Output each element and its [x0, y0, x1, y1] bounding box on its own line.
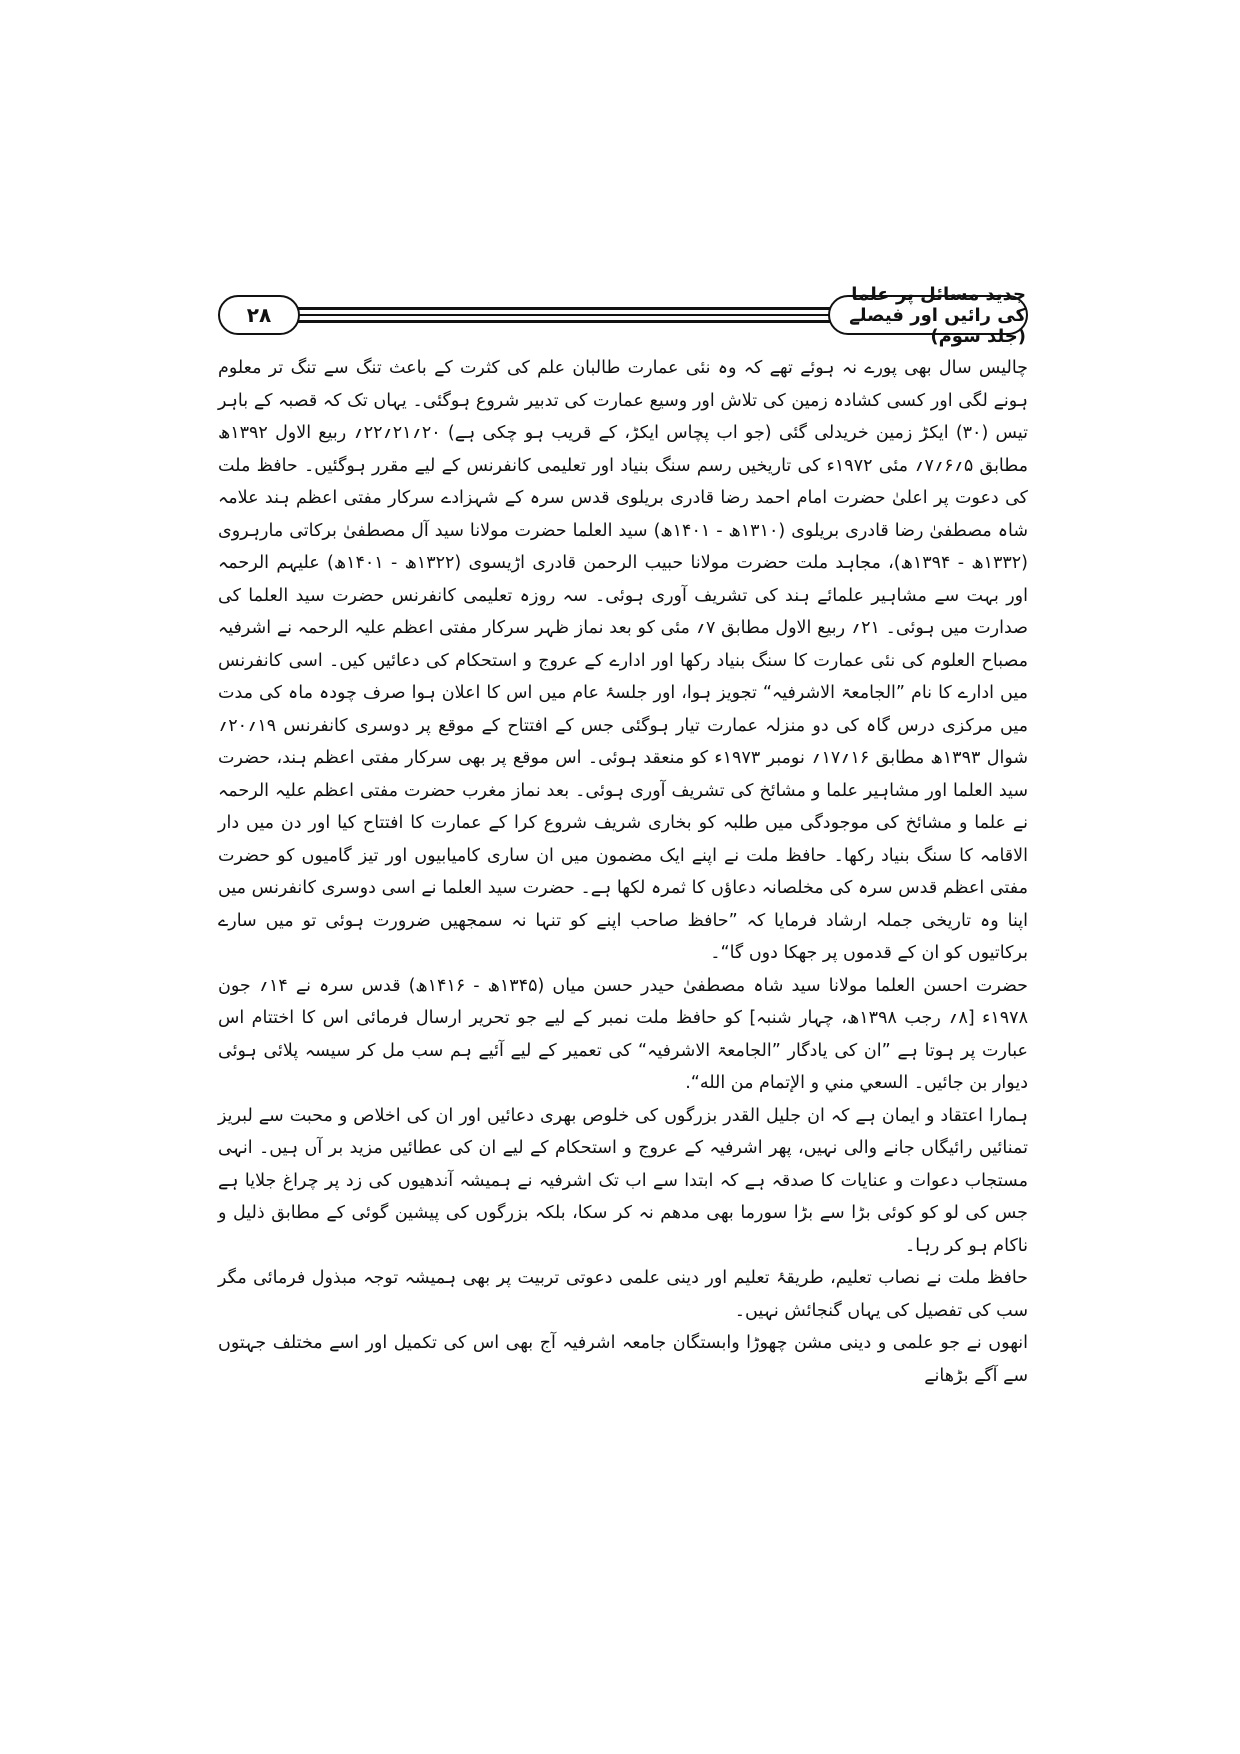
header-rule	[296, 314, 832, 316]
paragraph: ہمارا اعتقاد و ایمان ہے کہ ان جلیل القدر بزرگوں کی خلوص بھری دعائیں اور ان کی اخلاص و محبت سے لبریز تمنائیں رائیگاں جانے والی نہیں، پھر اشرفیہ کے عروج و استحکام کے لیے ان کی عطائیں مزید بر آں ہیں۔ انہی مستجاب دعوات و عنایات کا صدقہ ہے کہ ابتدا سے اب تک اشرفیہ نے ہمیشہ آندھیوں کی زد پر چراغ جلایا ہے جس کی لو کو کوئی بڑا سے بڑا سورما بھی مدھم نہ کر سکا، بلکہ بزرگوں کی پیشین گوئی کے مطابق ذلیل و ناکام ہو کر رہا۔	[218, 1105, 1028, 1256]
paragraph: چالیس سال بھی پورے نہ ہوئے تھے کہ وہ نئی عمارت طالبان علم کی کثرت کے باعث تنگ سے تنگ تر معلوم ہونے لگی اور کسی کشادہ زمین کی تلاش اور وسیع عمارت کی تدبیر شروع ہوگئی۔ یہاں تک کہ قصبہ کے باہر تیس (۳۰) ایکڑ زمین خریدلی گئی (جو اب پچاس ایکڑ، کے قریب ہو چکی ہے) ۲۰؍۲۱؍۲۲؍ ربیع الاول ۱۳۹۲ھ مطابق ۵؍۶؍۷؍ مئی ۱۹۷۲ء کی تاریخیں رسم سنگ بنیاد اور تعلیمی کانفرنس کے لیے مقرر ہوگئیں۔ حافظ ملت کی دعوت پر اعلیٰ حضرت امام احمد رضا قادری بریلوی قدس سرہ کے شہزادے سرکار مفتی اعظم ہند علامہ شاہ مصطفیٰ رضا قادری بریلوی (۱۳۱۰ھ - ۱۴۰۱ھ) سید العلما حضرت مولانا سید آل مصطفیٰ برکاتی مارہروی (۱۳۳۲ھ - ۱۳۹۴ھ)، مجاہد ملت حضرت مولانا حبیب الرحمن قادری اڑیسوی (۱۳۲۲ھ - ۱۴۰۱ھ) علیہم الرحمہ اور بہت سے مشاہیر علمائے ہند کی تشریف آوری ہوئی۔ سہ روزہ تعلیمی کانفرنس حضرت سید العلما کی صدارت میں ہوئی۔ ۲۱؍ ربیع الاول مطابق ۷؍ مئی کو بعد نماز ظہر سرکار مفتی اعظم علیہ الرحمہ نے اشرفیہ مصباح العلوم کی نئی عمارت کا سنگ بنیاد رکھا اور ادارے کے عروج و استحکام کی دعائیں کیں۔ اسی کانفرنس میں ادارے کا نام ”الجامعۃ الاشرفیہ“ تجویز ہوا، اور جلسۂ عام میں اس کا اعلان ہوا صرف چودہ ماہ کی مدت میں مرکزی درس گاہ کی دو منزلہ عمارت تیار ہوگئی جس کے افتتاح کے موقع پر دوسری کانفرنس ۱۹؍۲۰؍ شوال ۱۳۹۳ھ مطابق ۱۶؍۱۷؍ نومبر ۱۹۷۳ء کو منعقد ہوئی۔ اس موقع پر بھی سرکار مفتی اعظم ہند، حضرت سید العلما اور مشاہیر علما و مشائخ کی تشریف آوری ہوئی۔ بعد نماز مغرب حضرت مفتی اعظم علیہ الرحمہ نے علما و مشائخ کی موجودگی میں طلبہ کو بخاری شریف شروع کرا کے عمارت کا افتتاح کیا اور دن میں دار الاقامہ کا سنگ بنیاد رکھا۔ حافظ ملت نے اپنے ایک مضمون میں ان ساری کامیابیوں اور تیز گامیوں کو حضرت مفتی اعظم قدس سرہ کی مخلصانہ دعاؤں کا ثمرہ لکھا ہے۔ حضرت سید العلما نے اسی دوسری کانفرنس میں اپنا وہ تاریخی جملہ ارشاد فرمایا کہ ”حافظ صاحب اپنے کو تنہا نہ سمجھیں ضرورت ہوئی تو میں سارے برکاتیوں کو ان کے قدموں پر جھکا دوں گا“۔	[218, 358, 1029, 963]
book-title: جدید مسائل پر علما کی رائیں اور فیصلے (جلد سوم)	[828, 295, 1028, 335]
paragraph: حافظ ملت نے نصاب تعلیم، طریقۂ تعلیم اور دینی علمی دعوتی تربیت پر بھی ہمیشہ توجہ مبذول فرمائی مگر سب کی تفصیل کی یہاں گنجائش نہیں۔	[218, 1268, 1028, 1321]
paragraph: انھوں نے جو علمی و دینی مشن چھوڑا وابستگان جامعہ اشرفیہ آج بھی اس کی تکمیل اور اسے مختلف جہتوں سے آگے بڑھانے	[218, 1333, 1028, 1386]
header-rule	[258, 320, 832, 323]
page-number: ۲۸	[218, 295, 300, 335]
paragraph: حضرت احسن العلما مولانا سید شاہ مصطفیٰ حیدر حسن میاں (۱۳۴۵ھ - ۱۴۱۶ھ) قدس سرہ نے ۱۴؍ جون ۱۹۷۸ء [۸؍ رجب ۱۳۹۸ھ، چہار شنبہ] کو حافظ ملت نمبر کے لیے جو تحریر ارسال فرمائی اس کا اختتام اس عبارت پر ہوتا ہے ”ان کی یادگار ”الجامعۃ الاشرفیہ“ کی تعمیر کے لیے آئیے ہم سب مل کر سیسہ پلائی ہوئی دیوار بن جائیں۔ السعي مني و الإتمام من الله“.	[218, 975, 1028, 1093]
body-text	[218, 352, 1028, 1392]
page-header	[218, 283, 1028, 347]
header-rule	[296, 307, 832, 310]
